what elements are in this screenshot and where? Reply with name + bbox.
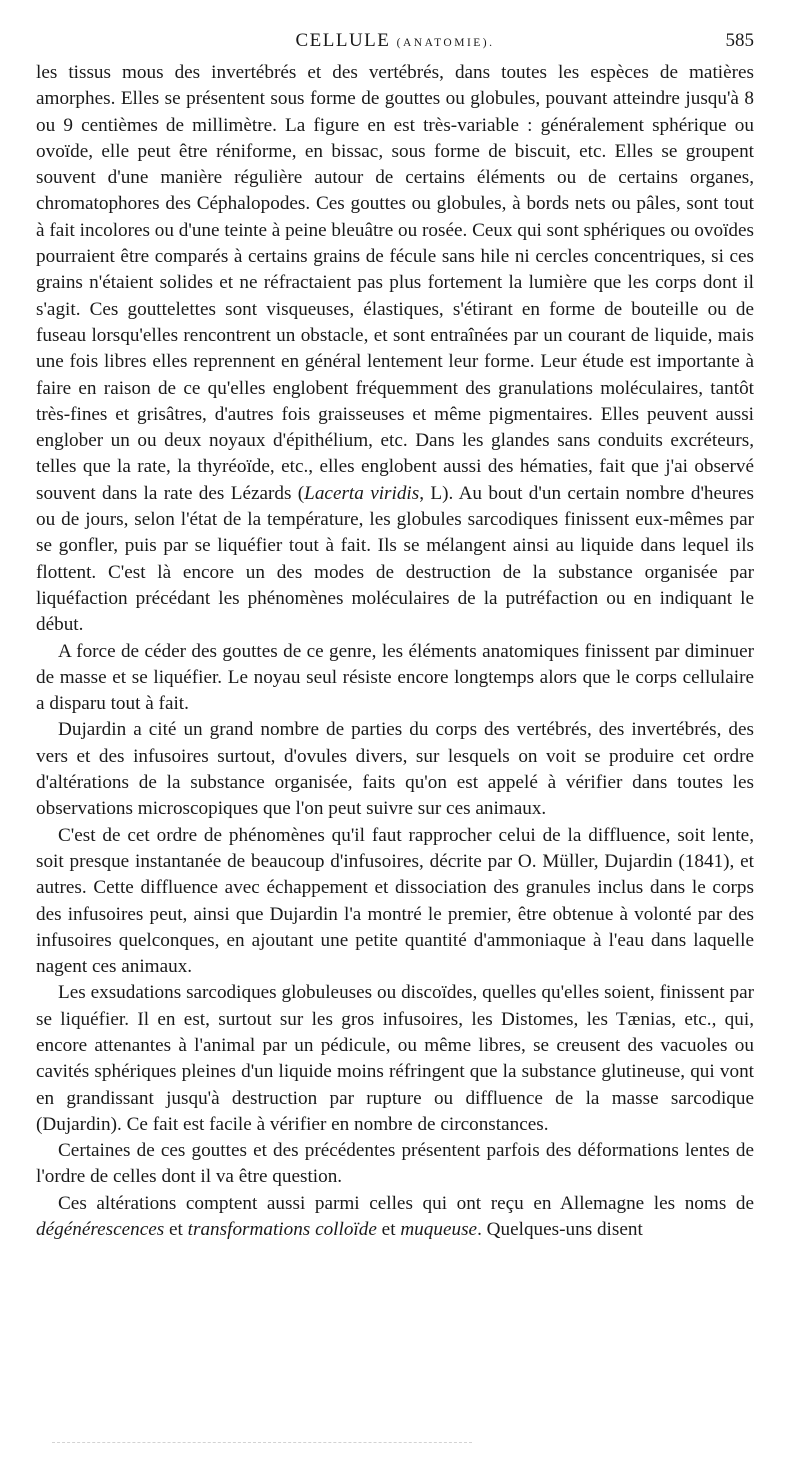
text-run: Les exsudations sarcodiques globuleuses ou discoïdes, quelles qu'elles soient, finissent par se liquéfier. Il en est, surtout sur les gros infusoires, les Distomes, les Tænias, etc., qui, encore attenantes à l'animal par un pédicule, ou même libres, se creusent des vacuoles ou cavités sphériques pleines d'un liquide moins réfringent que la substance glutineuse, qui vont en grandissant jusqu'à destruction par rupture ou diffluence de la masse sarcodique (Dujardin). Ce fait est facile à vérifier en nombre de circonstances. [36,982,754,1135]
paragraph [36,823,754,981]
text-run: . Quelques-uns disent [477,1219,643,1241]
page-number: 585 [725,30,754,51]
text-run: Certaines de ces gouttes et des précédentes présentent parfois des déformations lentes de l'ordre de celles dont il va être question. [36,1140,754,1188]
running-head [36,30,754,56]
text-run: A force de céder des gouttes de ce genre, les éléments anatomiques finissent par diminuer de masse et se liquéfier. Le noyau seul résiste encore longtemps alors que le corps cellulaire a disparu tout à fait. [36,640,754,715]
text-run: les tissus mous des invertébrés et des vertébrés, dans toutes les espèces de matières amorphes. Elles se présentent sous forme de gouttes ou globules, pouvant atteindre jusqu'à 8 ou 9 centièmes de millimètre. La figure en est très-variable : généralement sphérique ou ovoïde, elle peut être réniforme, en bissac, sous forme de biscuit, etc. Elles se groupent souvent d'une manière régulière autour de certains éléments ou de certains organes, chromatophores des Céphalopodes. Ces gouttes ou globules, à bords nets ou pâles, sont tout à fait incolores ou d'une teinte à peine bleuâtre ou rosée. Ceux qui sont sphériques ou ovoïdes pourraient être comparés à certains grains de fécule sans hile ni cercles concentriques, si ces grains n'étaient solides et ne réfractaient pas plus fortement la lumière que les corps dont il s'agit. Ces gouttelettes sont visqueuses, élastiques, s'étirant en forme de bouteille ou de fuseau lorsqu'elles rencontrent un obstacle, et sont entraînées par un courant de liquide, mais une fois libres elles reprennent en général lentement leur forme. Leur étude est importante à faire en raison de ce qu'elles englobent fréquemment des granulations moléculaires, tantôt très-fines et grisâtres, d'autres fois graisseuses et même pigmentaires. Elles peuvent aussi englober un ou deux noyaux d'épithélium, etc. Dans les glandes sans conduits excréteurs, telles que la rate, la thyréoïde, etc., elles englobent aussi des hématies, fait que j'ai observé souvent dans la rate des Lézards ( [36,62,754,504]
paragraph [36,1138,754,1191]
text-run: Ces altérations comptent aussi parmi celles qui ont reçu en Allemagne les noms de [58,1192,754,1214]
italic-text: transformations colloïde [187,1219,377,1241]
text-run: et [164,1219,188,1241]
italic-text: dégénérescences [36,1219,165,1241]
paragraph [36,1191,754,1244]
footer-print-marks [52,1438,472,1443]
italic-text: muqueuse [400,1219,478,1241]
text-run: , L). Au bout d'un certain nombre d'heures ou de jours, selon l'état de la température, les globules sarcodiques finissent eux-mêmes par se gonfler, puis par se liquéfier tout à fait. Ils se mélangent ainsi au liquide dans lequel ils flottent. C'est là encore un des modes de destruction de la substance organisée par liquéfaction précédant les phénomènes moléculaires de la putréfaction ou en indiquant le début. [36,482,754,636]
text-run: C'est de cet ordre de phénomènes qu'il faut rapprocher celui de la diffluence, soit lente, soit presque instantanée de beaucoup d'infusoires, décrite par O. Müller, Dujardin (1841), et autres. Cette diffluence avec échappement et dissociation des granules inclus dans le corps des infusoires peut, ainsi que Dujardin l'a montré le premier, être obtenue à volonté par des infusoires quelconques, en ajoutant une petite quantité d'ammoniaque à l'eau dans laquelle nagent ces animaux. [36,824,754,978]
italic-text: Lacerta viridis [304,482,420,504]
paragraph [36,639,754,718]
text-run: et [376,1219,401,1241]
running-title-sub: (ANATOMIE). [396,37,495,49]
running-title [36,30,754,52]
body-text [36,60,754,1243]
paragraph [36,60,754,639]
text-run: Dujardin a cité un grand nombre de parties du corps des vertébrés, des invertébrés, des vers et des infusoires surtout, d'ovules divers, sur lesquels on voit se produire cet ordre d'altérations de la substance organisée, faits qu'on est appelé à vérifier dans toutes les observations microscopiques que l'on peut suivre sur ces animaux. [36,719,754,820]
paragraph [36,717,754,822]
paragraph [36,980,754,1138]
running-title-main: CELLULE [295,30,391,51]
